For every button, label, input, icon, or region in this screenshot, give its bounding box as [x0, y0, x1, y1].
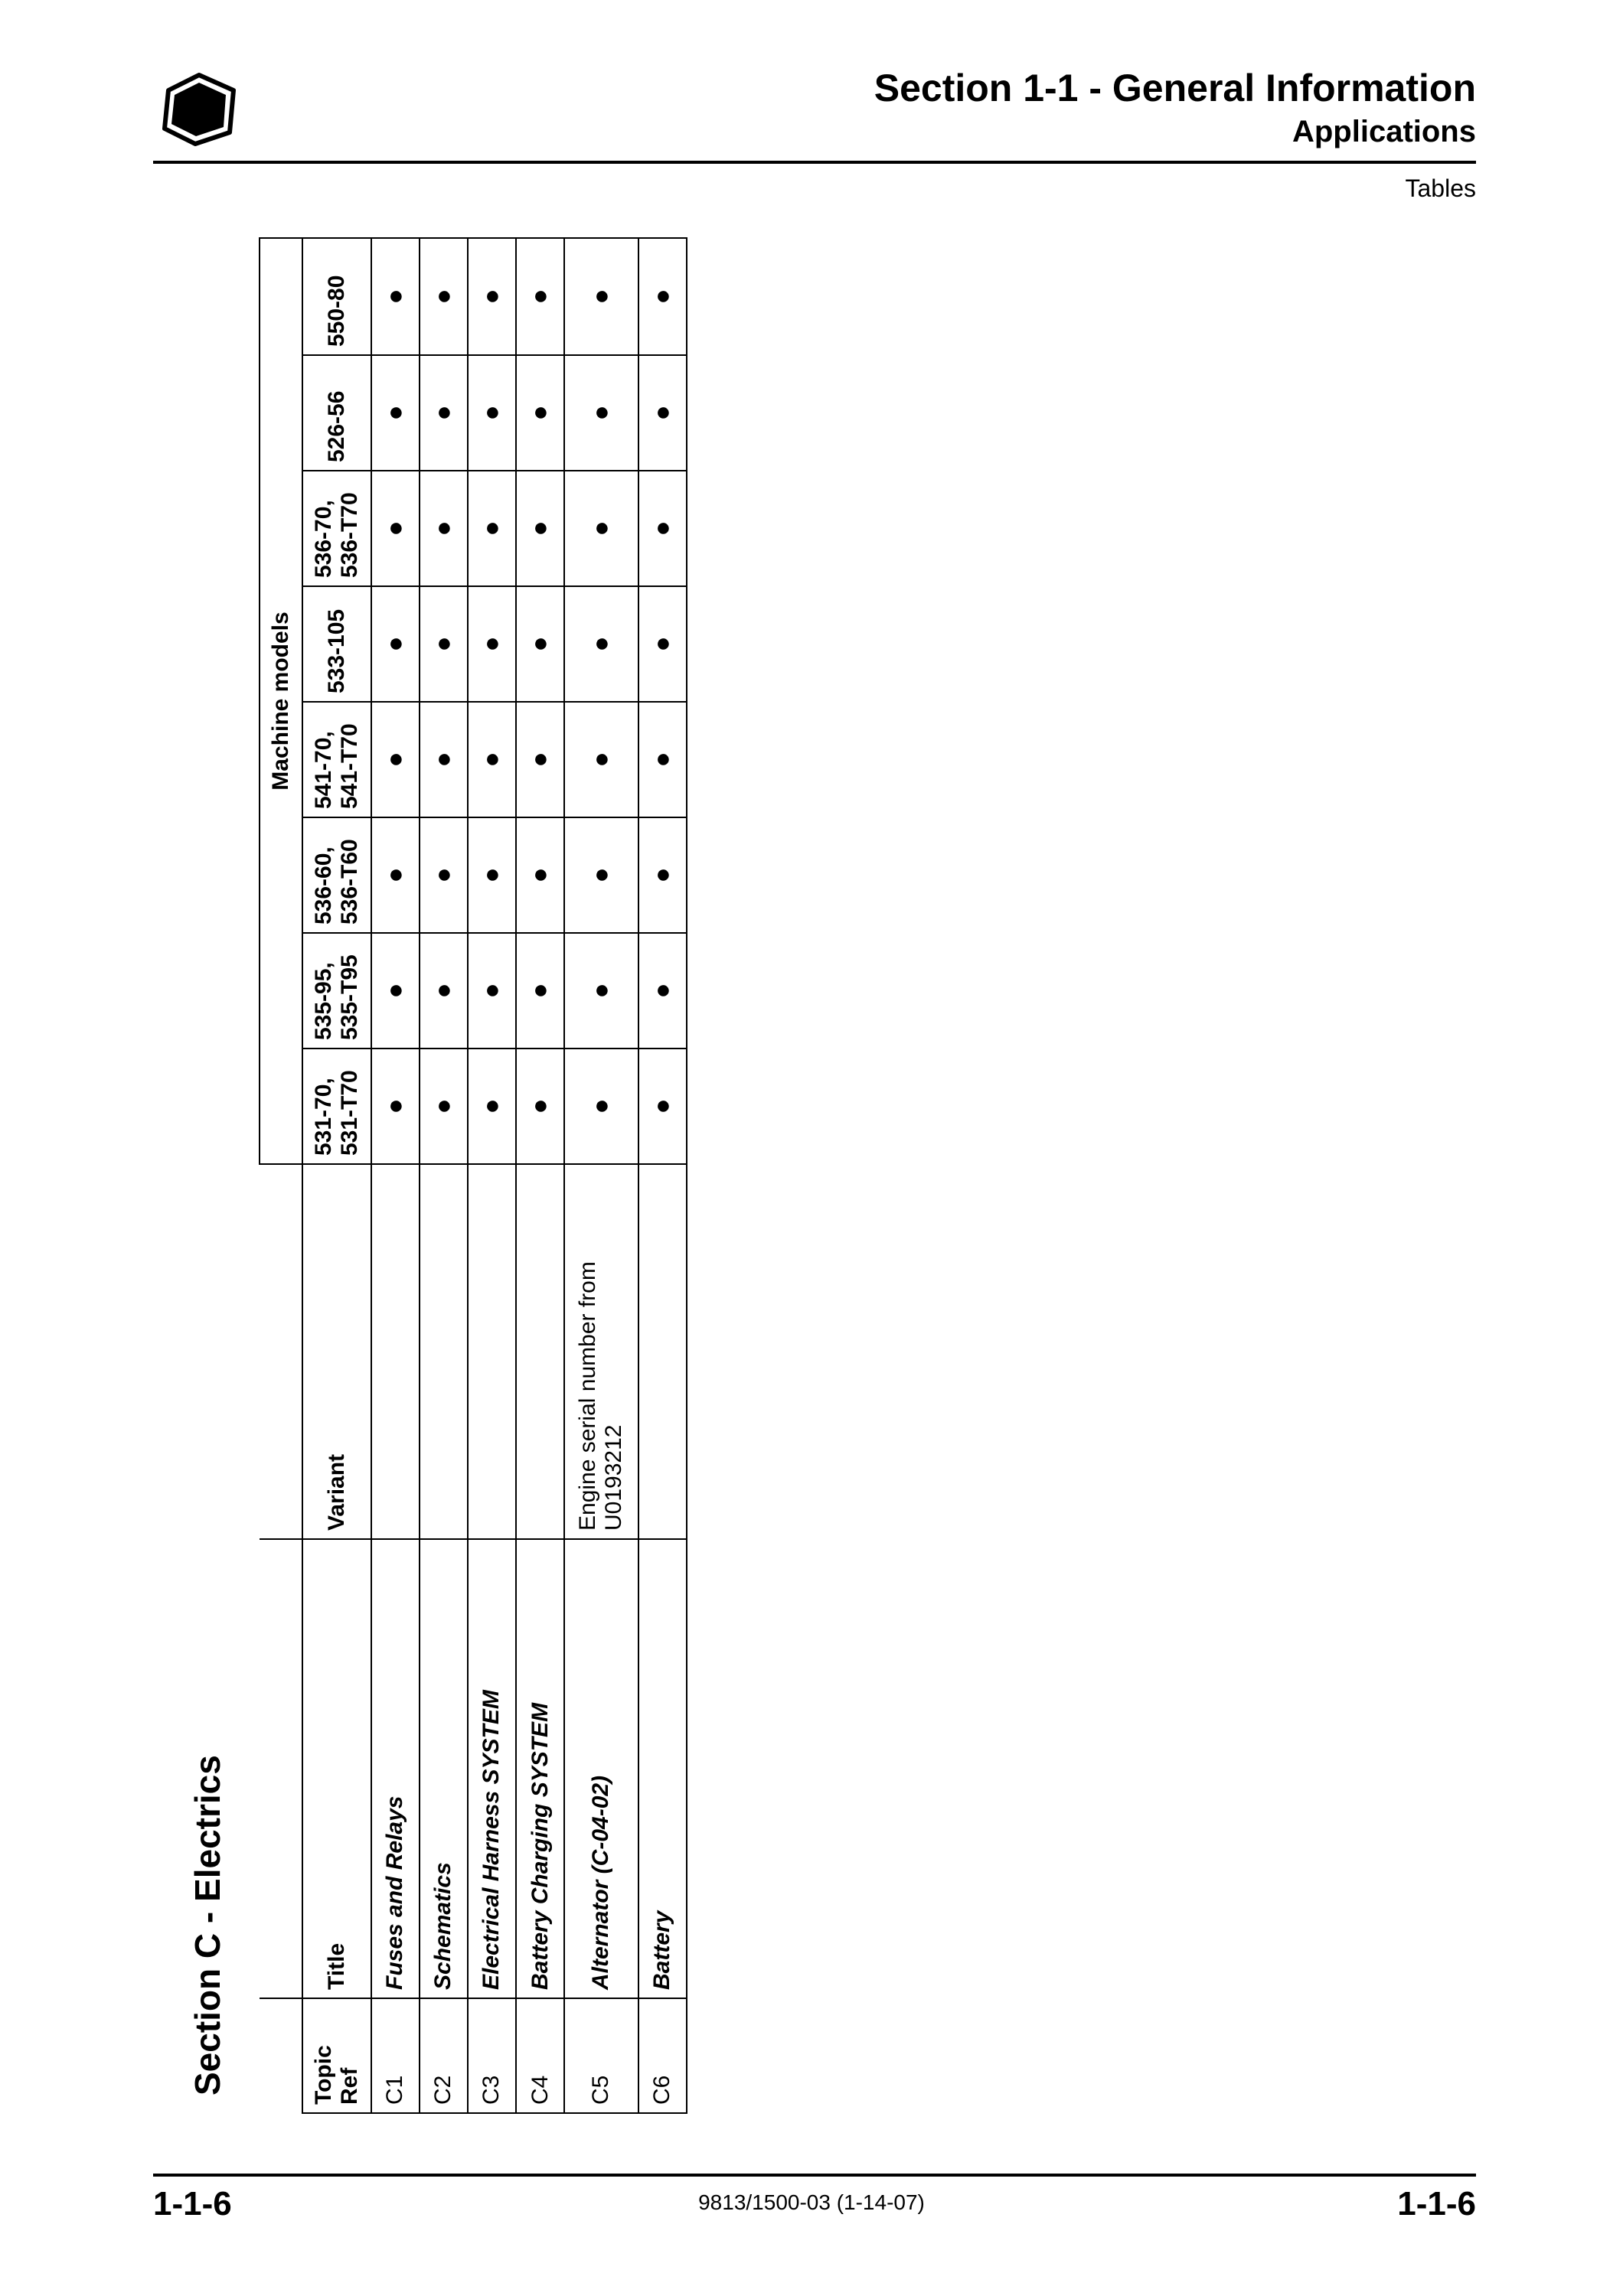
topic-variant	[420, 1164, 468, 1539]
applies-dot: ●	[468, 817, 516, 933]
applies-dot: ●	[371, 238, 420, 355]
applies-dot: ●	[420, 238, 468, 355]
applies-dot: ●	[516, 817, 564, 933]
page-subtitle: Applications	[1292, 115, 1476, 148]
table-row	[420, 238, 468, 2113]
model-header: 531-70, 531-T70	[302, 1049, 371, 1164]
topic-ref: C3	[468, 1998, 516, 2113]
topic-title: Electrical Harness SYSTEM	[468, 1539, 516, 1998]
applies-dot: ●	[468, 586, 516, 702]
table-row	[371, 238, 420, 2113]
topic-ref: C1	[371, 1998, 420, 2113]
jcb-logo	[153, 67, 245, 152]
topic-title: Alternator (C-04-02)	[564, 1539, 638, 1998]
col-variant: Variant	[302, 1164, 371, 1539]
page-number-right: 1-1-6	[1397, 2185, 1476, 2223]
applies-dot: ●	[468, 471, 516, 586]
topic-variant: Engine serial number from U0193212	[564, 1164, 638, 1539]
applies-dot: ●	[420, 702, 468, 817]
table-row	[638, 238, 687, 2113]
applies-dot: ●	[638, 586, 687, 702]
topic-variant	[516, 1164, 564, 1539]
applies-dot: ●	[638, 933, 687, 1049]
applies-dot: ●	[468, 1049, 516, 1164]
topic-variant	[371, 1164, 420, 1539]
applies-dot: ●	[420, 355, 468, 471]
model-header: 535-95, 535-T95	[302, 933, 371, 1049]
topic-title: Schematics	[420, 1539, 468, 1998]
topic-ref: C2	[420, 1998, 468, 2113]
page-title: Section 1-1 - General Information	[874, 67, 1476, 109]
topic-title: Battery Charging SYSTEM	[516, 1539, 564, 1998]
applies-dot: ●	[420, 586, 468, 702]
applies-dot: ●	[468, 933, 516, 1049]
applies-dot: ●	[371, 817, 420, 933]
applies-dot: ●	[638, 1049, 687, 1164]
model-header: 550-80	[302, 238, 371, 355]
applies-dot: ●	[371, 1049, 420, 1164]
applies-dot: ●	[516, 586, 564, 702]
applies-dot: ●	[468, 702, 516, 817]
page-number-left: 1-1-6	[153, 2185, 232, 2223]
table-header-row-2	[302, 238, 371, 2113]
applies-dot: ●	[516, 933, 564, 1049]
table-row	[516, 238, 564, 2113]
applies-dot: ●	[516, 238, 564, 355]
applies-dot: ●	[420, 817, 468, 933]
applies-dot: ●	[638, 355, 687, 471]
model-header: 536-60, 536-T60	[302, 817, 371, 933]
applies-dot: ●	[564, 1049, 638, 1164]
applies-dot: ●	[564, 702, 638, 817]
model-header: 533-105	[302, 586, 371, 702]
section-heading: Section C - Electrics	[188, 1755, 227, 2095]
applies-dot: ●	[638, 702, 687, 817]
col-title: Title	[302, 1539, 371, 1998]
applies-dot: ●	[516, 471, 564, 586]
topic-ref: C5	[564, 1998, 638, 2113]
applies-dot: ●	[564, 586, 638, 702]
topic-title: Fuses and Relays	[371, 1539, 420, 1998]
header-rule	[153, 161, 1476, 164]
applies-dot: ●	[564, 933, 638, 1049]
footer-rule	[153, 2174, 1476, 2177]
applies-dot: ●	[564, 238, 638, 355]
topic-title: Battery	[638, 1539, 687, 1998]
table-row	[564, 238, 638, 2113]
topic-ref: C6	[638, 1998, 687, 2113]
applies-dot: ●	[564, 817, 638, 933]
applications-table	[259, 237, 687, 2114]
applies-dot: ●	[371, 355, 420, 471]
applies-dot: ●	[420, 933, 468, 1049]
tables-label: Tables	[1405, 174, 1476, 202]
applies-dot: ●	[564, 355, 638, 471]
table-header-row-1	[260, 238, 302, 2113]
applies-dot: ●	[516, 355, 564, 471]
document-reference: 9813/1500-03 (1-14-07)	[698, 2190, 925, 2214]
applies-dot: ●	[371, 586, 420, 702]
applies-dot: ●	[468, 238, 516, 355]
topic-variant	[638, 1164, 687, 1539]
table-row	[468, 238, 516, 2113]
machine-models-header: Machine models	[260, 238, 302, 1164]
applies-dot: ●	[371, 933, 420, 1049]
applications-table-wrapper	[259, 239, 687, 2114]
model-header: 541-70, 541-T70	[302, 702, 371, 817]
applies-dot: ●	[516, 702, 564, 817]
applies-dot: ●	[420, 471, 468, 586]
applies-dot: ●	[516, 1049, 564, 1164]
applies-dot: ●	[638, 238, 687, 355]
applies-dot: ●	[420, 1049, 468, 1164]
applies-dot: ●	[371, 702, 420, 817]
applies-dot: ●	[638, 471, 687, 586]
model-header: 526-56	[302, 355, 371, 471]
applies-dot: ●	[468, 355, 516, 471]
model-header: 536-70, 536-T70	[302, 471, 371, 586]
applies-dot: ●	[564, 471, 638, 586]
topic-variant	[468, 1164, 516, 1539]
col-topic-ref: Topic Ref	[302, 1998, 371, 2113]
applies-dot: ●	[371, 471, 420, 586]
applies-dot: ●	[638, 817, 687, 933]
topic-ref: C4	[516, 1998, 564, 2113]
